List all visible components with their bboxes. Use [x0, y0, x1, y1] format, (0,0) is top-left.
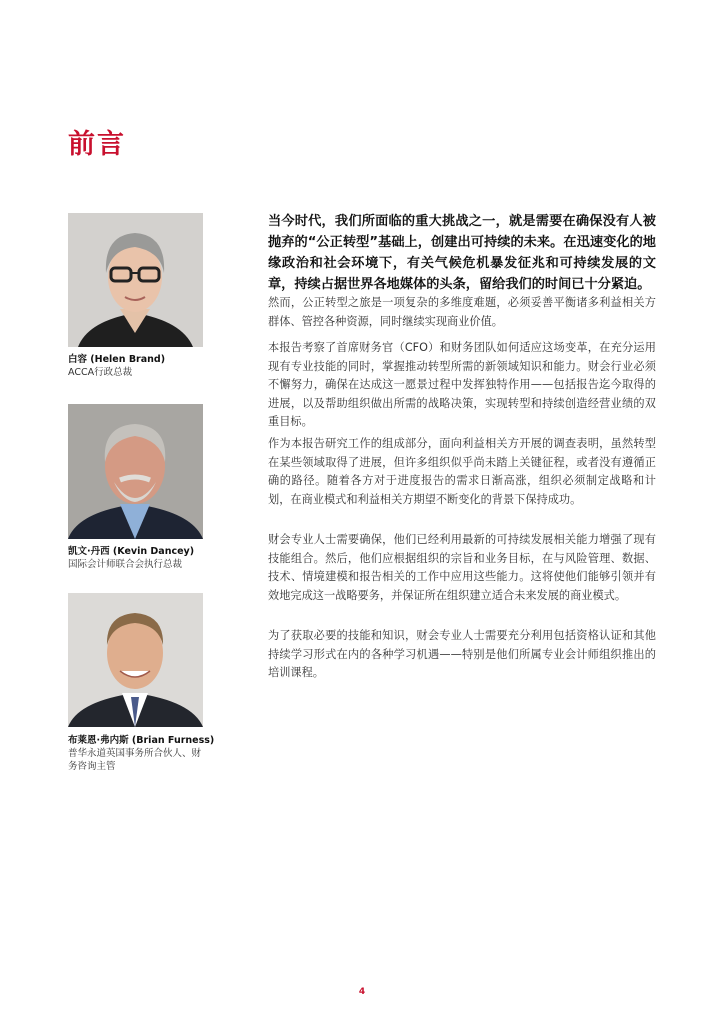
page-title: 前言	[68, 129, 126, 160]
caption-helen-brand	[68, 353, 218, 379]
person-name: 白容 (Helen Brand)	[68, 354, 166, 365]
caption-kevin-dancey	[68, 545, 218, 571]
body-paragraph-5: 为了获取必要的技能和知识，财会专业人士需要充分利用包括资格认证和其他持续学习形式在内的各种学习机遇——特别是他们所属专业会计师组织推出的培训课程。	[268, 629, 656, 679]
person-name: 凯文·丹西 (Kevin Dancey)	[68, 546, 195, 557]
page-number: 4	[358, 987, 366, 997]
person-role: ACCA行政总裁	[68, 367, 133, 378]
portrait-helen-brand	[68, 213, 203, 347]
person-role: 国际会计师联合会执行总裁	[68, 559, 183, 570]
body-paragraph-3: 作为本报告研究工作的组成部分，面向利益相关方开展的调查表明，虽然转型在某些领域取得了进展，但许多组织似乎尚未踏上关键征程，或者没有遵循正确的路径。随着各方对于进度报告的需求日渐高涨，组织必须制定战略和计划，在商业模式和利益相关方期望不断变化的背景下保持成功。	[268, 437, 656, 506]
body-paragraph-4: 财会专业人士需要确保，他们已经利用最新的可持续发展相关能力增强了现有技能组合。然后，他们应根据组织的宗旨和业务目标，在与风险管理、数据、技术、情境建模和报告相关的工作中应用这些能力。这将使他们能够引领并有效地完成这一战略要务，并保证所在组织建立适合未来发展的商业模式。	[268, 533, 656, 602]
caption-brian-furness	[68, 734, 218, 773]
body-paragraph-1: 然而，公正转型之旅是一项复杂的多维度难题，必须妥善平衡诸多利益相关方群体、管控各种资源，同时继续实现商业价值。	[268, 296, 656, 328]
person-name: 布莱恩·弗内斯 (Brian Furness)	[68, 735, 215, 746]
body-paragraph-2: 本报告考察了首席财务官（CFO）和财务团队如何适应这场变革，在充分运用现有专业技能的同时，掌握推动转型所需的新领域知识和能力。财会行业必须不懈努力，确保在达成这一愿景过程中发挥独特作用——包括报告迄今取得的进展，以及帮助组织做出所需的战略决策，实现转型和持续创造经营业绩的双重目标。	[268, 341, 656, 428]
person-role: 普华永道英国事务所合伙人、财务咨询主管	[68, 748, 202, 772]
portrait-kevin-dancey	[68, 404, 203, 539]
lead-paragraph: 当今时代，我们所面临的重大挑战之一，就是需要在确保没有人被抛弃的“公正转型”基础上，创建出可持续的未来。在迅速变化的地缘政治和社会环境下，有关气候危机暴发征兆和可持续发展的文章，持续占据世界各地媒体的头条，留给我们的时间已十分紧迫。	[268, 214, 656, 292]
portrait-brian-furness	[68, 593, 203, 727]
